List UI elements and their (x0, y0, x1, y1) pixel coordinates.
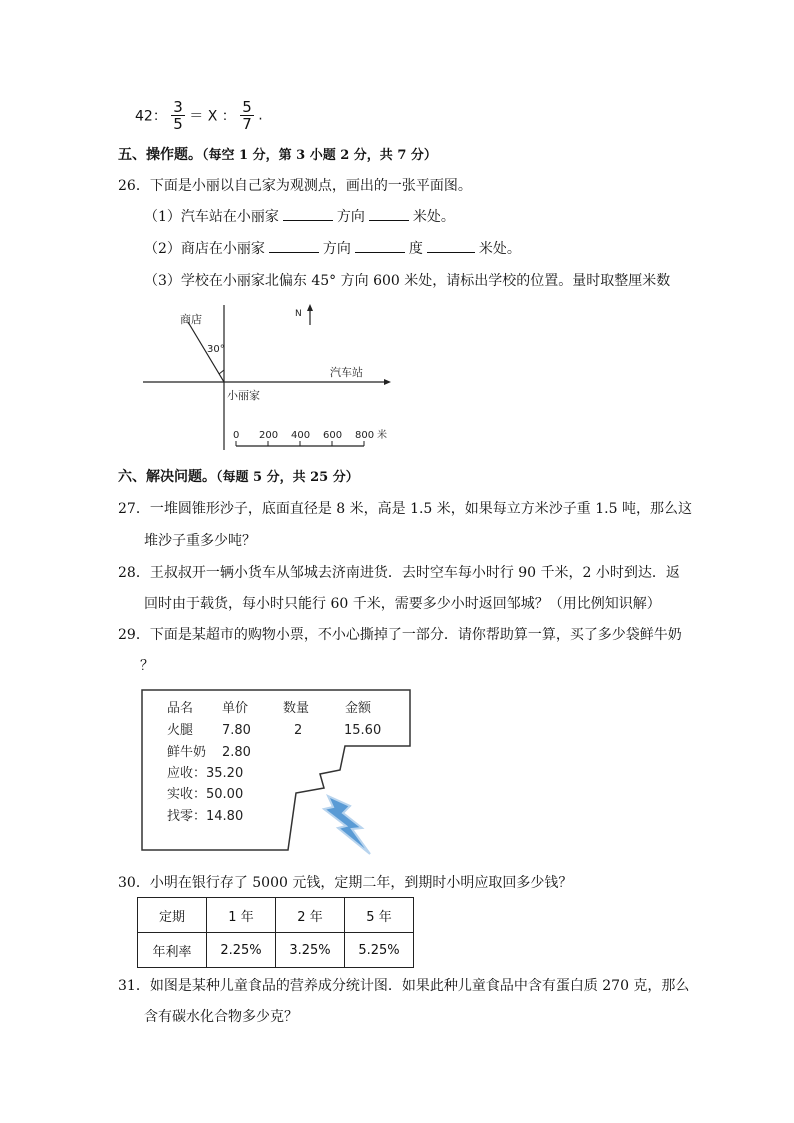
map-scale-ticks (236, 441, 364, 446)
q26-sub1: （1）汽车站在小丽家 方向 米处。 (144, 209, 455, 225)
scale-tick-label: 800 (355, 430, 375, 441)
section5-note: （每空 1 分，第 3 小题 2 分，共 7 分） (202, 148, 437, 163)
section5-heading (118, 144, 437, 164)
table-cell: 3.25% (276, 933, 345, 968)
section6-heading (118, 466, 359, 486)
q30-interest-table (137, 897, 414, 968)
receipt-change: 找零：14.80 (167, 809, 244, 824)
table-cell: 年利率 (138, 933, 207, 968)
q26-plan-map (138, 300, 398, 455)
q25-suffix: . (258, 107, 263, 124)
receipt-header: 数量 (283, 701, 310, 716)
receipt-cell: 2.80 (222, 745, 251, 760)
map-shop-label: 商店 (180, 313, 202, 326)
receipt-cell: 2 (294, 723, 303, 738)
receipt-header: 金额 (345, 701, 372, 716)
answer-blank[interactable] (269, 239, 319, 253)
q29-line1: 29．下面是某超市的购物小票，不小心撕掉了一部分．请你帮助算一算，买了多少袋鲜牛奶 (118, 627, 682, 643)
table-cell: 2 年 (276, 898, 345, 933)
q31-line1: 31．如图是某种儿童食品的营养成分统计图．如果此种儿童食品中含有蛋白质 270 克，那么 (118, 978, 690, 994)
map-horizontal-arrow (384, 379, 391, 385)
q25-prefix: 42： (135, 108, 167, 125)
receipt-cell: 火腿 (167, 723, 194, 738)
scale-tick-label: 400 (291, 430, 311, 441)
map-station-label: 汽车站 (330, 366, 363, 379)
table-cell: 5.25% (345, 933, 414, 968)
q25-fraction-a: $\frac{3}{5}$ (173, 98, 183, 133)
answer-blank[interactable] (427, 239, 475, 253)
receipt-cell: 7.80 (222, 723, 251, 738)
answer-blank[interactable] (355, 239, 405, 253)
answer-blank[interactable] (283, 207, 333, 221)
q25-equation (135, 99, 263, 132)
q26-text: 26．下面是小丽以自己家为观测点，画出的一张平面图。 (118, 178, 472, 194)
map-angle-label: 30° (207, 344, 225, 355)
scale-unit-label: 米 (377, 430, 387, 441)
q25-fraction-b: $\frac{5}{7}$ (242, 98, 252, 133)
table-cell: 定期 (138, 898, 207, 933)
lightning-icon (324, 796, 370, 854)
q29-line2: ？ (140, 658, 154, 674)
map-north-label: N (295, 309, 302, 319)
table-row (138, 933, 414, 968)
north-arrow-icon (307, 304, 313, 311)
scale-tick-label: 600 (323, 430, 343, 441)
section5-title: 五、操作题。 (118, 147, 202, 163)
q28-line1: 28．王叔叔开一辆小货车从邹城去济南进货．去时空车每小时行 90 千米，2 小时到达．返 (118, 565, 680, 581)
q26-sub3: （3）学校在小丽家北偏东 45° 方向 600 米处，请标出学校的位置。量时取整厘米数 (144, 273, 671, 289)
map-home-label: 小丽家 (227, 389, 260, 402)
receipt-due: 应收：35.20 (167, 766, 244, 781)
q28-line2: 回时由于载货，每小时只能行 60 千米，需要多少小时返回邹城？（用比例知识解） (144, 596, 661, 612)
q30-text: 30．小明在银行存了 5000 元钱，定期二年，到期时小明应取回多少钱？ (118, 875, 573, 891)
scale-tick-label: 0 (233, 430, 240, 441)
q27-line1: 27．一堆圆锥形沙子，底面直径是 8 米，高是 1.5 米，如果每立方米沙子重 1.5 吨，那么这 (118, 501, 692, 517)
q25-middle: ＝ X ： (189, 108, 236, 125)
table-cell: 2.25% (207, 933, 276, 968)
scale-tick-label: 200 (259, 430, 279, 441)
map-angle-arc (219, 370, 224, 374)
table-cell: 1 年 (207, 898, 276, 933)
q31-line2: 含有碳水化合物多少克？ (144, 1009, 298, 1025)
q27-line2: 堆沙子重多少吨？ (144, 533, 256, 549)
receipt-header: 单价 (222, 701, 249, 716)
section6-note: （每题 5 分，共 25 分） (216, 470, 359, 485)
table-cell: 5 年 (345, 898, 414, 933)
table-row (138, 898, 414, 933)
receipt-paid: 实收：50.00 (167, 787, 244, 802)
section6-title: 六、解决问题。 (118, 469, 216, 485)
receipt-cell: 15.60 (344, 723, 382, 738)
q26-sub2: （2）商店在小丽家 方向 度 米处。 (144, 241, 521, 257)
receipt-cell: 鲜牛奶 (167, 745, 207, 760)
q29-receipt (140, 688, 420, 858)
receipt-header: 品名 (167, 701, 194, 716)
answer-blank[interactable] (369, 207, 409, 221)
